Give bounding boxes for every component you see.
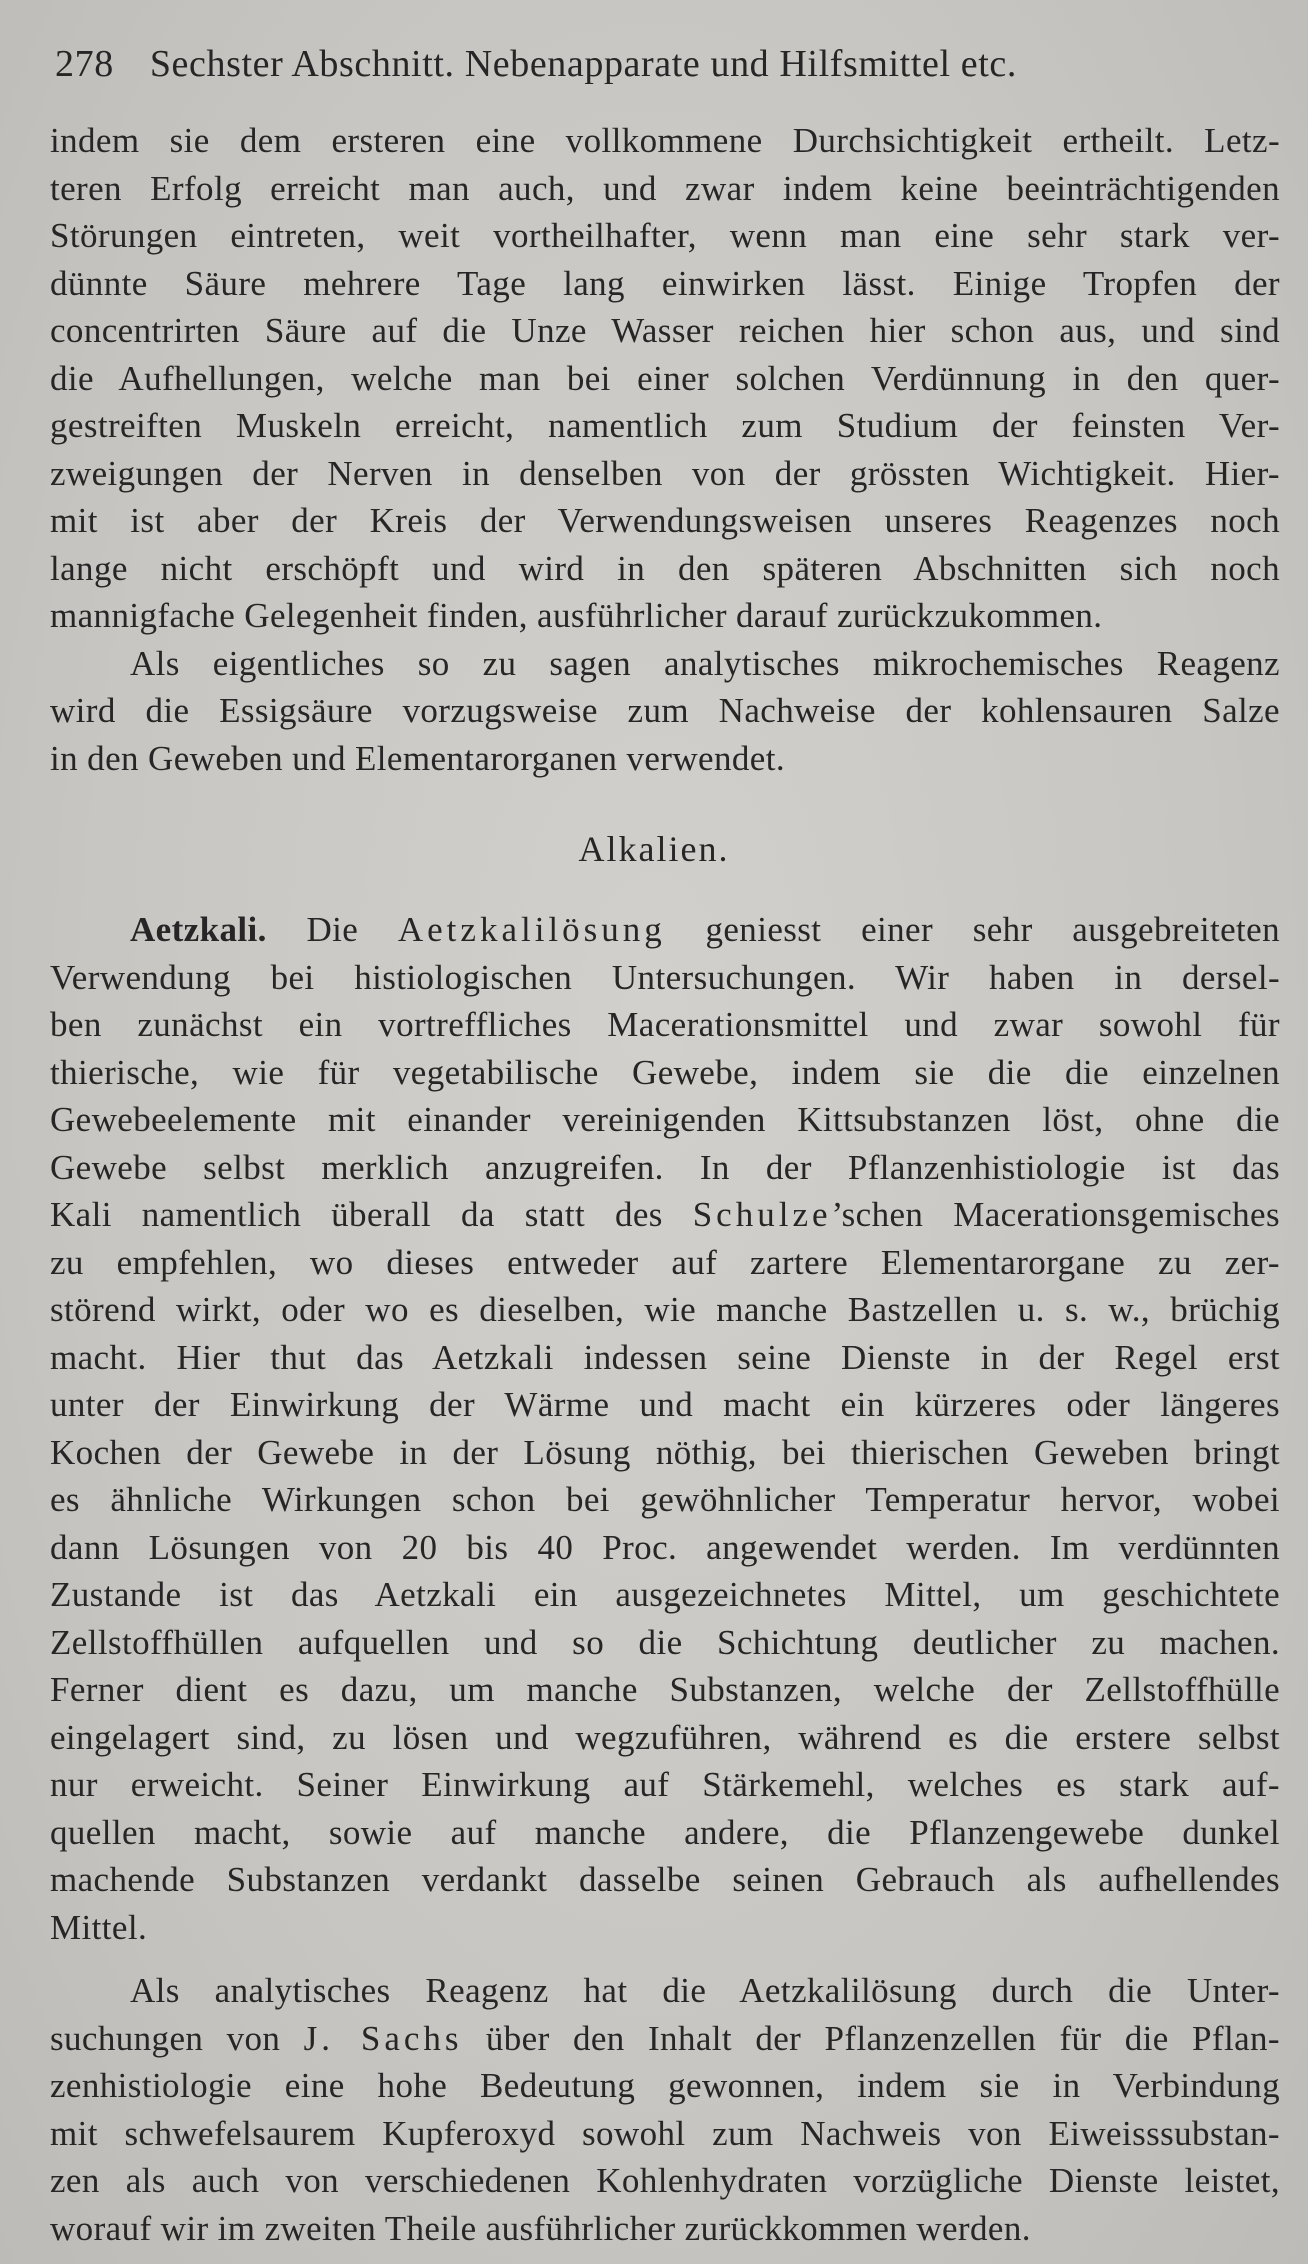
text-line: zenhistiologie eine hohe Bedeutung gewonnen, indem sie in Verbindung [50,2066,1280,2105]
text-line: teren Erfolg erreicht man auch, und zwar indem keine beeinträchtigenden [50,168,1280,208]
text-line: concentrirten Säure auf die Unze Wasser reichen hier schon aus, und sind [50,311,1280,350]
text-line: wird die Essigsäure vorzugsweise zum Nachweise der kohlensauren Salze [50,691,1280,730]
text-line: dünnte Säure mehrere Tage lang einwirken lässt. Einige Tropfen der [50,263,1280,303]
text-line: indem sie dem ersteren eine vollkommene Durchsichtigkeit ertheilt. Letz- [50,121,1280,160]
author-name: J. Sachs [303,2018,463,2058]
text-line: eingelagert sind, zu lösen und wegzuführen, während es die erstere selbst [50,1717,1280,1757]
text-line: zen als auch von verschiedenen Kohlenhydraten vorzügliche Dienste leistet, [50,2161,1280,2200]
text-line: machende Substanzen verdankt dasselbe seinen Gebrauch als aufhellendes [50,1860,1280,1899]
text-line: Gewebeelemente mit einander vereinigenden Kittsubstanzen löst, ohne die [50,1100,1280,1139]
text-line: dann Lösungen von 20 bis 40 Proc. angewendet werden. Im verdünnten [50,1527,1280,1567]
text-block-top [50,117,1280,782]
text-line: Kochen der Gewebe in der Lösung nöthig, bei thierischen Geweben bringt [50,1432,1280,1472]
text-line [50,2015,1280,2063]
text-fragment: über den Inhalt der Pflanzenzellen für die Pflan- [462,2018,1280,2058]
text-line: Als analytisches Reagenz hat die Aetzkalilösung durch die Unter- [130,1971,1280,2010]
text-line: störend wirkt, oder wo es dieselben, wie manche Bastzellen u. s. w., brüchig [50,1290,1280,1329]
running-header [55,42,1255,102]
text-line: mannigfache Gelegenheit finden, ausführlicher darauf zurückzukommen. [50,596,1103,635]
text-line: quellen macht, sowie auf manche andere, die Pflanzengewebe dunkel [50,1812,1280,1852]
text-line: die Aufhellungen, welche man bei einer solchen Verdünnung in den quer- [50,358,1280,398]
text-line: Mittel. [50,1907,148,1947]
section-heading: Alkalien. [578,829,730,869]
running-title: Sechster Abschnitt. Nebenapparate und Hilfsmittel etc. [149,43,1017,85]
text-line: ben zunächst ein vortreffliches Macerationsmittel und zwar sowohl für [50,1005,1280,1044]
text-line: macht. Hier thut das Aetzkali indessen seine Dienste in der Regel erst [50,1337,1280,1377]
text-line [50,906,1280,954]
term-aetzkali: Aetzkali. [130,910,267,949]
emphasized-term: Aetzkalilösung [397,910,666,949]
text-fragment: Kali namentlich überall da statt des [50,1195,693,1234]
text-line: Gewebe selbst merklich anzugreifen. In der Pflanzenhistiologie ist das [50,1147,1280,1187]
text-line: Als eigentliches so zu sagen analytisches mikrochemisches Reagenz [130,643,1280,683]
text-fragment: suchungen von [50,2018,304,2058]
text-line: unter der Einwirkung der Wärme und macht ein kürzeres oder längeres [50,1385,1280,1424]
text-line: in den Geweben und Elementarorganen verwendet. [50,738,785,778]
text-line: es ähnliche Wirkungen schon bei gewöhnlicher Temperatur hervor, wobei [50,1480,1280,1519]
text-line: mit ist aber der Kreis der Verwendungsweisen unseres Reagenzes noch [50,501,1280,540]
text-line: Zustande ist das Aetzkali ein ausgezeichnetes Mittel, um geschichtete [50,1575,1280,1614]
text-line: thierische, wie für vegetabilische Gewebe, indem sie die die einzelnen [50,1052,1280,1092]
text-line: zu empfehlen, wo dieses entweder auf zartere Elementarorgane zu zer- [50,1242,1280,1282]
author-name: Schulze [692,1195,832,1234]
text-line: Störungen eintreten, weit vortheilhafter, wenn man eine sehr stark ver- [50,216,1280,255]
text-line: nur erweicht. Seiner Einwirkung auf Stärkemehl, welches es stark auf- [50,1765,1280,1804]
text-block-bottom [50,906,1280,2252]
page-number: 278 [55,43,114,85]
text-line: Ferner dient es dazu, um manche Substanzen, welche der Zellstoffhülle [50,1670,1280,1709]
text-fragment: ’schen Macerationsgemisches [831,1195,1280,1234]
paragraph-analytical-reagent [50,1967,1280,2252]
text-fragment: Die [306,910,398,949]
text-line: Zellstoffhüllen aufquellen und so die Schichtung deutlicher zu machen. [50,1622,1280,1662]
text-line: zweigungen der Nerven in denselben von der grössten Wichtigkeit. Hier- [50,453,1280,493]
text-line: mit schwefelsaurem Kupferoxyd sowohl zum Nachweis von Eiweisssubstan- [50,2113,1280,2153]
text-line: gestreiften Muskeln erreicht, namentlich zum Studium der feinsten Ver- [50,406,1280,445]
text-line [50,1191,1280,1239]
paragraph-essigsaeure [50,640,1280,783]
paragraph-continued [50,117,1280,640]
text-line: lange nicht erschöpft und wird in den späteren Abschnitten sich noch [50,548,1280,588]
text-line: Verwendung bei histiologischen Untersuchungen. Wir haben in dersel- [50,957,1280,997]
text-fragment: geniesst einer sehr ausgebreiteten [665,910,1281,949]
paragraph-gap [50,1951,1280,1967]
paragraph-aetzkali [50,906,1280,1951]
text-line: worauf wir im zweiten Theile ausführlicher zurückkommen werden. [50,2208,1031,2248]
